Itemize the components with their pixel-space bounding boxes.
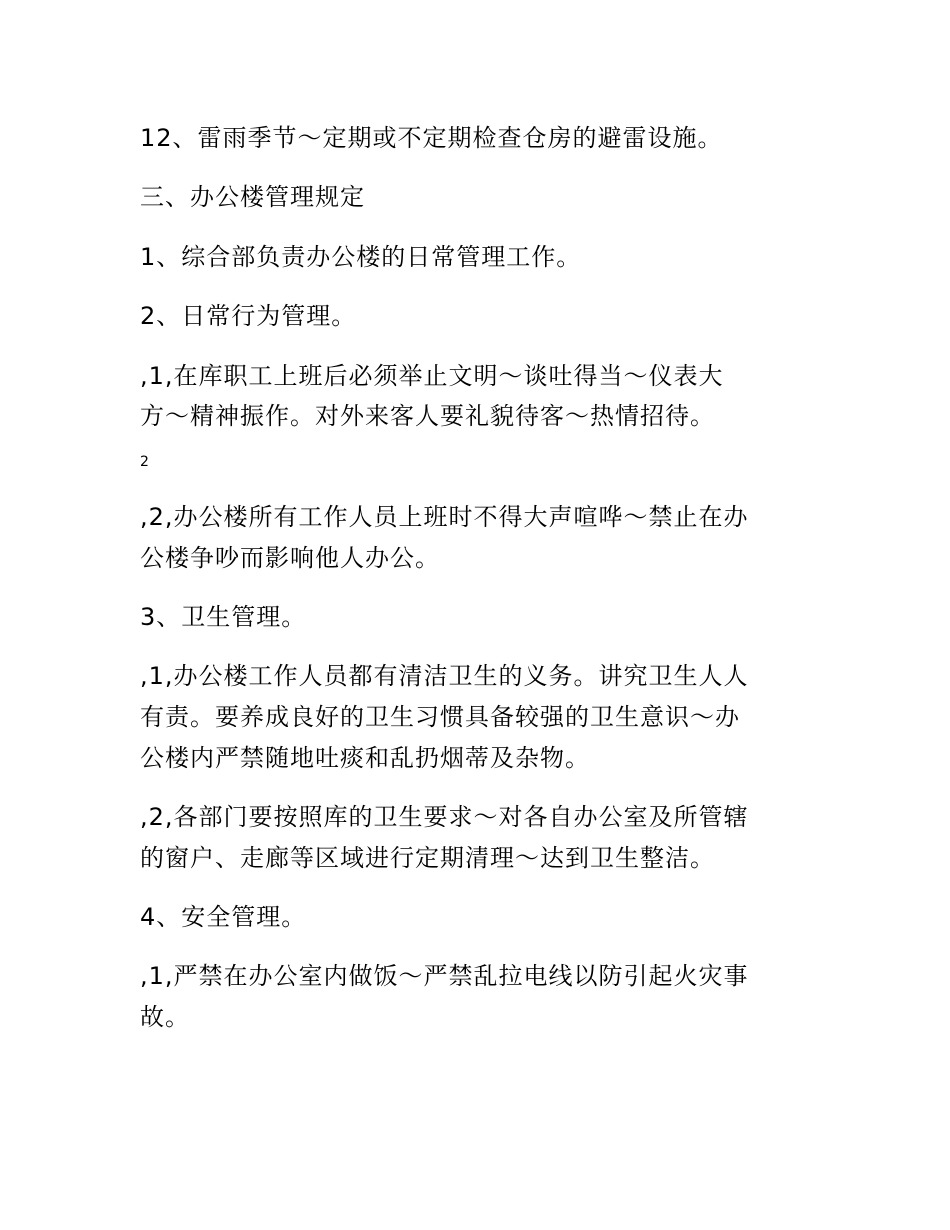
text-line: ,1,办公楼工作人员都有清洁卫生的义务。讲究卫生人人 xyxy=(140,662,749,690)
text-line: ,1,在库职工上班后必须举止文明～谈吐得当～仪表大 xyxy=(140,362,724,390)
text-line: 故。 xyxy=(140,1003,190,1031)
section-heading: 三、办公楼管理规定 xyxy=(140,183,365,211)
text-line: 4、安全管理。 xyxy=(140,903,307,931)
page-number: 2 xyxy=(140,454,149,470)
text-line: 有责。要养成良好的卫生习惯具备较强的卫生意识～办 xyxy=(140,703,740,731)
text-line: 公楼争吵而影响他人办公。 xyxy=(140,544,440,572)
text-line: 的窗户、走廊等区域进行定期清理～达到卫生整洁。 xyxy=(140,844,715,872)
text-line: 公楼内严禁随地吐痰和乱扔烟蒂及杂物。 xyxy=(140,744,590,772)
text-line: ,2,各部门要按照库的卫生要求～对各自办公室及所管辖 xyxy=(140,803,749,831)
text-line: 方～精神振作。对外来客人要礼貌待客～热情招待。 xyxy=(140,402,715,430)
text-line: 2、日常行为管理。 xyxy=(140,302,357,330)
text-line: ,1,严禁在办公室内做饭～严禁乱拉电线以防引起火灾事 xyxy=(140,962,749,990)
text-line: 1、综合部负责办公楼的日常管理工作。 xyxy=(140,243,582,271)
text-line: 3、卫生管理。 xyxy=(140,603,307,631)
text-line: 12、雷雨季节～定期或不定期检查仓房的避雷设施。 xyxy=(140,124,723,152)
text-line: ,2,办公楼所有工作人员上班时不得大声喧哗～禁止在办 xyxy=(140,503,749,531)
